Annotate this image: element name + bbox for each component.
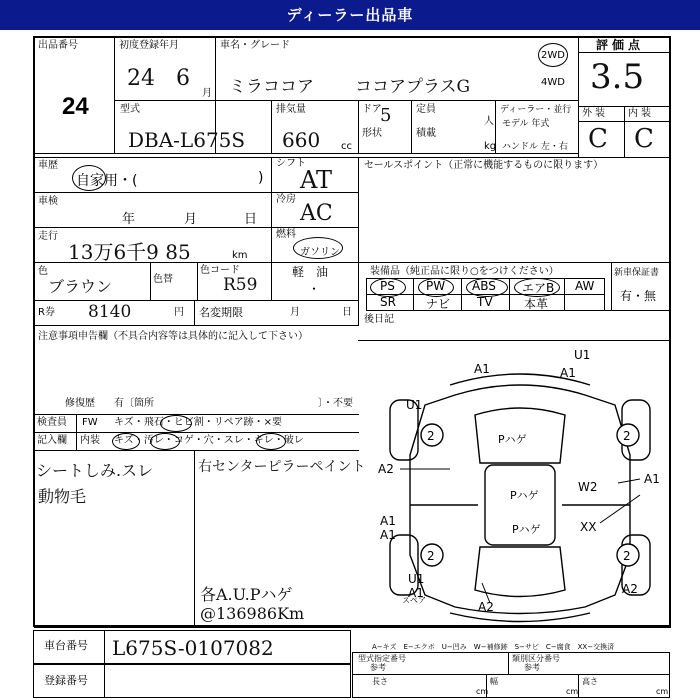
type-designation-ref: 参考 [370, 663, 386, 672]
diag-label-a1-front-left: A1 [474, 362, 490, 376]
shift-label: シフト [276, 158, 306, 169]
loading-unit: kg [484, 141, 497, 152]
mileage-value: 13万6千9 85 [68, 240, 191, 264]
model-year-label: モデル 年式 [502, 119, 550, 129]
height-unit: cm [656, 687, 669, 696]
inspection-month-unit: 月 [184, 212, 198, 227]
note-mileage: @136986Km [200, 604, 305, 623]
history-close: ) [258, 170, 264, 186]
recycle-unit: 円 [174, 307, 184, 318]
displacement-label: 排気量 [276, 104, 306, 115]
width-unit: cm [566, 687, 579, 696]
drive-4wd: 4WD [541, 77, 565, 88]
diag-label-a2-rear-right: A2 [622, 582, 638, 596]
mileage-unit: km [232, 250, 248, 261]
import-label: ディーラー・並行 [500, 105, 572, 115]
header-banner: ディーラー出品車 [0, 0, 700, 30]
diag-note-roof-front: Pハゲ [498, 433, 527, 446]
color-code-label: 色コード [200, 265, 240, 276]
mileage-label: 走行 [38, 231, 58, 242]
equipment-label: 装備品（純正品に限り○をつけください） [370, 266, 559, 277]
shape-label: 形状 [362, 128, 382, 139]
drive-2wd: 2WD [541, 50, 565, 61]
note-aup-peel: 各A.U.Pハゲ [200, 585, 293, 604]
car-damage-diagram [370, 345, 670, 625]
diag-label-u1-top: U1 [574, 348, 591, 362]
color-value: ブラウン [48, 277, 113, 296]
chip-circle [160, 415, 192, 432]
repair-history-value: 有〔箇所 [114, 398, 154, 409]
ps-circle [370, 278, 406, 297]
inspection-day-unit: 日 [244, 212, 258, 227]
diag-note-rear: Pハゲ [512, 523, 541, 536]
class-number-label: 類別区分番号 [512, 654, 560, 663]
lot-number: 24 [62, 93, 89, 120]
diag-label-2-fr: 2 [623, 429, 631, 443]
diag-label-2-rr: 2 [623, 549, 631, 563]
color-code-value: R59 [223, 275, 258, 295]
car-model: ミラココア [229, 77, 314, 97]
stain-circle [150, 433, 180, 450]
diag-label-2-rl: 2 [427, 549, 435, 563]
chassis-label: 車台番号 [44, 639, 88, 652]
history-label: 車歴 [38, 160, 58, 171]
equip-leather: 本革 [524, 297, 549, 311]
inspector-label: 検査員 [37, 417, 67, 428]
inspection-year-unit: 年 [122, 212, 136, 227]
fuel-diesel: 軽 油 [292, 265, 329, 279]
drive-2wd-circle [538, 43, 568, 67]
registration-month-unit: 月 [202, 88, 212, 99]
length-label: 長さ [372, 677, 388, 686]
doors-value: 5 [380, 105, 392, 126]
exterior-label: 外装 [582, 108, 608, 119]
score-value: 3.5 [590, 57, 645, 97]
interior-options: キズ・汚レ・コゲ・穴・スレ・キレ・破レ [114, 435, 304, 446]
entry-label: 記入欄 [37, 435, 67, 446]
lot-number-label: 出品番号 [38, 40, 78, 51]
handle-label: ハンドル 左・右 [502, 142, 568, 152]
diag-label-a1-front-right: A1 [560, 366, 576, 380]
notes-label: 注意事項申告欄（不具合内容等は具体的に記入して下さい） [38, 331, 308, 342]
ac-value: AC [300, 201, 333, 226]
post-install-label: 後日記 [364, 314, 394, 325]
type-value: DBA-L675S [128, 128, 246, 152]
diag-label-a2-left: A2 [378, 462, 394, 476]
diag-label-w2: W2 [578, 480, 598, 494]
equip-ps: PS [380, 279, 395, 293]
note-pillar-paint: 右センターピラーペイント [198, 459, 366, 475]
diag-label-a2-rear: A2 [478, 600, 494, 614]
equip-abs: ABS [472, 279, 496, 293]
displacement-value: 660 [282, 128, 321, 152]
interior-value: C [634, 124, 654, 154]
equip-sr: SR [380, 295, 396, 309]
doors-label: ドア [362, 104, 382, 115]
wear-circle [256, 433, 286, 450]
name-change-day: 日 [342, 307, 352, 318]
exterior-value: C [588, 124, 608, 154]
sales-point-label: セールスポイント（正常に機能するものに限ります） [364, 160, 604, 171]
note-seat-stain: シートしみ.スレ [36, 461, 154, 480]
type-label: 型式 [120, 104, 140, 115]
repair-history-label: 修復歴 [65, 398, 95, 409]
color-label: 色 [38, 266, 48, 277]
equip-aw: AW [575, 279, 595, 293]
diag-spare-label: スペア [402, 596, 426, 605]
history-value: 自家用・( [76, 173, 138, 189]
pw-circle [418, 278, 454, 297]
fw-options: キズ・飛石・ヒビ割・リペア跡・×要 [114, 417, 282, 428]
ac-label: 冷房 [276, 194, 296, 205]
car-grade: ココアプラスG [355, 77, 471, 97]
score-label: 評価点 [596, 38, 645, 52]
registration-label: 初度登録年月 [119, 40, 179, 51]
name-change-label: 名変期限 [199, 306, 243, 319]
type-designation-label: 型式指定番号 [358, 654, 406, 663]
private-use-circle [72, 165, 106, 191]
diag-label-a1-right: A1 [644, 472, 660, 486]
displacement-unit: cc [341, 141, 352, 152]
chassis-value: L675S-0107082 [112, 636, 274, 660]
shift-value: AT [300, 166, 333, 194]
diag-label-2-fl: 2 [427, 429, 435, 443]
registration-year: 24 [127, 66, 155, 91]
class-number-ref: 参考 [524, 663, 540, 672]
capacity-label: 定員 [416, 104, 436, 115]
new-car-warranty-value: 有・無 [620, 289, 657, 303]
diag-label-u1-rear: U1 [408, 572, 425, 586]
damage-legend: A−キズ E−エクボ U−凹み W−補修跡 S−サビ C−腐食 XX−交換済 [372, 643, 615, 651]
equip-pw: PW [426, 279, 446, 293]
fw-title: FW [82, 417, 98, 428]
equip-navi: ナビ [426, 297, 451, 311]
fuel-label: 燃料 [276, 229, 296, 240]
scratch-circle [112, 433, 140, 450]
equip-airbag: エアB [522, 281, 555, 295]
car-name-label: 車名・グレード [220, 40, 290, 51]
abs-circle [466, 278, 508, 297]
recycle-label: R券 [38, 307, 55, 318]
fuel-dot: ・ [308, 282, 321, 296]
color-change-label: 色替 [153, 274, 173, 285]
diag-label-a1-left-low: A1 [380, 514, 396, 528]
inspection-label: 車検 [38, 196, 58, 207]
height-label: 高さ [582, 677, 598, 686]
interior-label: 内装 [628, 108, 654, 119]
new-car-warranty-label: 新車保証書 [614, 268, 660, 278]
diag-label-a1-left-low2: A1 [380, 528, 396, 542]
interior-title: 内装 [80, 435, 100, 446]
car-rear-window [475, 547, 565, 597]
equip-tv: TV [477, 295, 493, 309]
repair-history-close: 〕・不要 [318, 398, 353, 409]
diag-note-roof: Pハゲ [510, 489, 539, 502]
capacity-unit: 人 [484, 116, 494, 127]
diag-label-xx: XX [580, 520, 597, 534]
gasoline-circle [293, 237, 343, 259]
diag-label-u1-left: U1 [406, 398, 423, 412]
registration-month: 6 [176, 66, 190, 91]
name-change-month: 月 [290, 307, 300, 318]
width-label: 幅 [490, 677, 498, 686]
fuel-gasoline: ガソリン [300, 247, 340, 258]
length-unit: cm [476, 687, 489, 696]
rear-bumper [450, 613, 590, 622]
airbag-circle [514, 278, 560, 297]
loading-label: 積載 [416, 128, 436, 139]
reg-number-label: 登録番号 [44, 674, 88, 687]
recycle-value: 8140 [88, 302, 132, 322]
diag-label-a1-rear: A1 [408, 586, 424, 600]
note-pet-hair: 動物毛 [38, 487, 87, 506]
